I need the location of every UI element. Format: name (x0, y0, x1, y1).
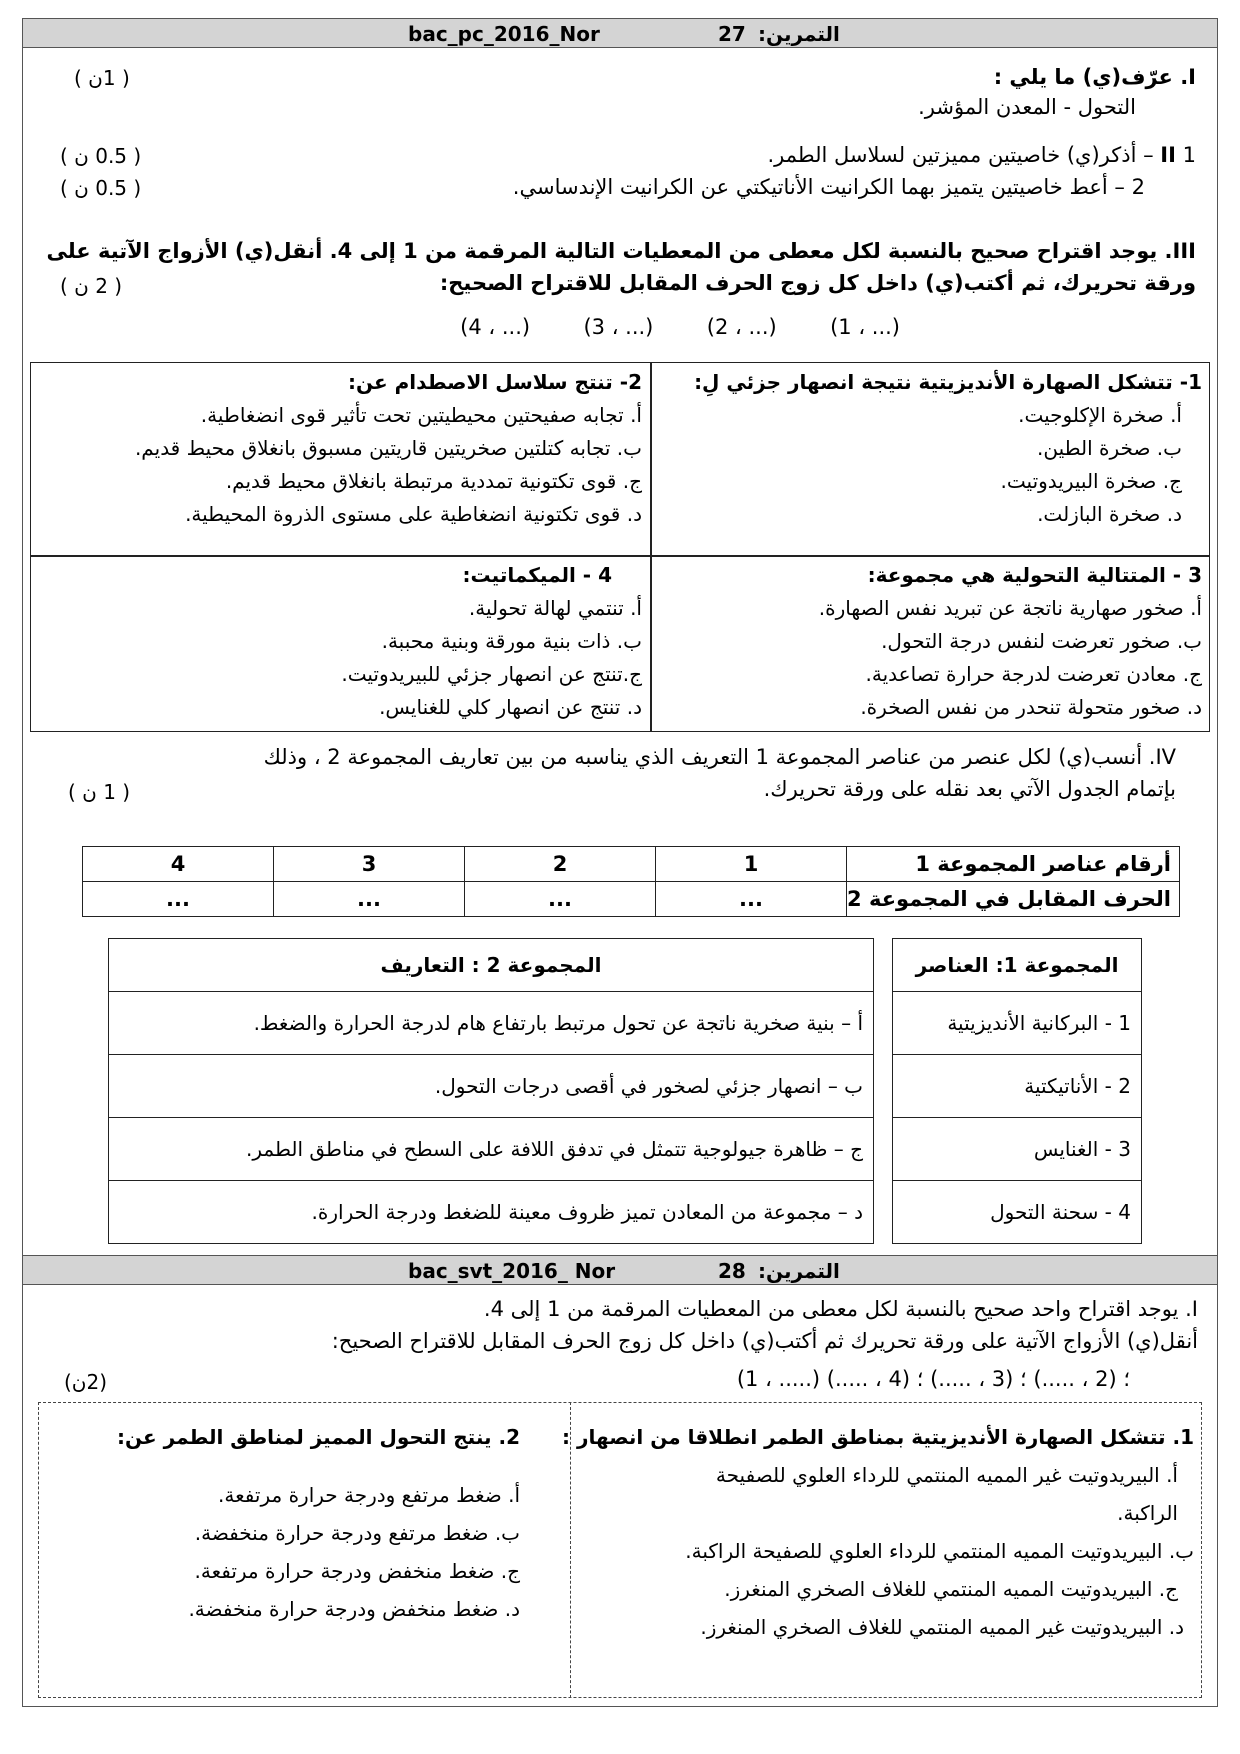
mcq-2: 2- تنتج سلاسل الاصطدام عن: أ. تجابه صفيحتين محيطيتين تحت تأثير قوى انضغاطية. ب. تجابه كتلتين صخريتين قاريتين مسبوق بانغلاق محيط قديم. ج. قوى تكتونية تمددية مرتبطة بانغلاق محيط قديم. د. قوى تكتونية انضغاطية على مستوى الذروة المحيطية. (134, 370, 642, 526)
ex28-mcq-1: 1. تتشكل الصهارة الأنديزيتية بمناطق الطمر انطلاقا من انصهار : أ. البيريدوتيت غير المميه المنتمي للرداء العلوي للصفيحة الراكبة. ب. البيريدوتيت المميه المنتمي للرداء العلوي للصفيحة الراكبة. ج. البيريدوتيت المميه المنتمي للغلاف الصخري المنغرز. د. البيريدوتيت غير المميه المنتمي للغلاف الصخري المنغرز. (562, 1425, 1194, 1639)
group1-item-3: 3 - الغنايس (893, 1118, 1142, 1181)
group2-title: المجموعة 2 : التعاريف (109, 939, 874, 992)
group2-item-d: د – مجموعة من المعادن تميز ظروف معينة للضغط ودرجة الحرارة. (109, 1181, 874, 1244)
num-cell-3: 3 (274, 847, 465, 882)
group2-table (108, 938, 874, 1244)
num-cell-4: 4 (83, 847, 274, 882)
num-cell-1: 1 (656, 847, 847, 882)
group1-table (892, 938, 1142, 1244)
blank-cell-3: ... (274, 882, 465, 917)
mcq-3: 3 - المتتالية التحولية هي مجموعة: أ. صخور صهارية ناتجة عن تبريد نفس الصهارة. ب. صخور تعرضت لنفس درجة التحول. ج. معادن تعرضت لدرجة حرارة تصاعدية. د. صخور متحولة تنحدر من نفس الصخرة. (818, 563, 1202, 719)
blank-cell-2: ... (465, 882, 656, 917)
q3-pairs (460, 312, 900, 342)
answer-table (82, 846, 1180, 917)
q2-points-1: ( 0.5 ن ) (60, 144, 142, 168)
group1-item-2: 2 - الأناتيكتية (893, 1055, 1142, 1118)
exercise-code: bac_svt_2016_ Nor (408, 1259, 616, 1283)
q1-items: التحول - المعدن المؤشر. (918, 95, 1136, 119)
q4-line2: بإتمام الجدول الآتي بعد نقله على ورقة تحريرك. (763, 777, 1176, 801)
q2-line2: 2 – أعط خاصيتين يتميز بهما الكرانيت الأناتيكتي عن الكرانيت الإندساسي. (512, 175, 1145, 199)
q3-points: ( 2 ن ) (60, 274, 123, 298)
group2-item-c: ج – ظاهرة جيولوجية تتمثل في تدفق اللافة على السطح في مناطق الطمر. (109, 1118, 874, 1181)
group1-item-4: 4 - سحنة التحول (893, 1181, 1142, 1244)
group2-item-a: أ – بنية صخرية ناتجة عن تحول مرتبط بارتفاع هام لدرجة الحرارة والضغط. (109, 992, 874, 1055)
pair-1: (1 ، ...) (830, 315, 900, 339)
blank-cell-4: ... (83, 882, 274, 917)
exercise-28-header (22, 1255, 1218, 1285)
exercise-number: 28 (718, 1259, 746, 1283)
row1-head: أرقام عناصر المجموعة 1 (847, 847, 1180, 882)
answer-table-row-nums (83, 847, 1180, 882)
ex28-points: (2ن) (64, 1370, 108, 1394)
exercise-code: bac_pc_2016_Nor (408, 22, 600, 46)
q1-points: ( 1ن ) (74, 66, 130, 90)
ex28-pairs: (1 ، .....) ؛ (2 ، .....) ؛ (3 ، .....) ؛ (4 ، .....) (736, 1367, 1130, 1391)
exercise-label: التمرين: (758, 1259, 840, 1283)
q2-line1: II 1 – أذكر(ي) خاصيتين مميزتين لسلاسل الطمر. (767, 143, 1196, 167)
pair-4: (4 ، ...) (460, 315, 531, 339)
q1-heading: I. عرّف(ي) ما يلي : (993, 65, 1196, 89)
ex28-line1: I. يوجد اقتراح واحد صحيح بالنسبة لكل معطى من المعطيات المرقمة من 1 إلى 4. (483, 1297, 1198, 1321)
group1-title: المجموعة 1: العناصر (893, 939, 1142, 992)
pair-3: (3 ، ...) (583, 315, 654, 339)
answer-table-row-letters (83, 882, 1180, 917)
ex28-line2: أنقل(ي) الأزواج الآتية على ورقة تحريرك ثم أكتب(ي) داخل كل زوج الحرف المقابل للاقتراح الصحيح: (331, 1329, 1198, 1353)
num-cell-2: 2 (465, 847, 656, 882)
mcq-1: 1- تتشكل الصهارة الأنديزيتية نتيجة انصهار جزئي لِ: أ. صخرة الإكلوجيت. ب. صخرة الطين. ج. صخرة البيريدوتيت. د. صخرة البازلت. (694, 370, 1202, 526)
q3-line1: III. يوجد اقتراح صحيح بالنسبة لكل معطى من المعطيات التالية المرقمة من 1 إلى 4. أنقل(ي) الأزواج الآتية على (46, 239, 1196, 263)
q4-points: ( 1 ن ) (68, 780, 131, 804)
exercise-number: 27 (718, 22, 746, 46)
q4-line1: IV. أنسب(ي) لكل عنصر من عناصر المجموعة 1 التعريف الذي يناسبه من بين تعاريف المجموعة 2 ، وذلك (263, 745, 1176, 769)
group1-item-1: 1 - البركانية الأنديزيتية (893, 992, 1142, 1055)
mcq-grid-hline (30, 555, 1210, 557)
row2-head: الحرف المقابل في المجموعة 2 (847, 882, 1180, 917)
blank-cell-1: ... (656, 882, 847, 917)
q3-line2: ورقة تحريرك، ثم أكتب(ي) داخل كل زوج الحرف المقابل للاقتراح الصحيح: (439, 271, 1196, 295)
mcq-4: 4 - الميكماتيت: أ. تنتمي لهالة تحولية. ب. ذات بنية مورقة وبنية محببة. ج.تنتج عن انصهار جزئي للبيريدوتيت. د. تنتج عن انصهار كلي للغنايس. (341, 563, 642, 719)
exercise-label: التمرين: (758, 22, 840, 46)
pair-2: (2 ، ...) (706, 315, 777, 339)
ex28-mcq-2: 2. ينتج التحول المميز لمناطق الطمر عن: أ. ضغط مرتفع ودرجة حرارة مرتفعة. ب. ضغط مرتفع ودرجة حرارة منخفضة. ج. ضغط منخفض ودرجة حرارة مرتفعة. د. ضغط منخفض ودرجة حرارة منخفضة. (117, 1425, 520, 1621)
exercise-27-header (22, 18, 1218, 48)
q2-points-2: ( 0.5 ن ) (60, 176, 142, 200)
group2-item-b: ب – انصهار جزئي لصخور في أقصى درجات التحول. (109, 1055, 874, 1118)
